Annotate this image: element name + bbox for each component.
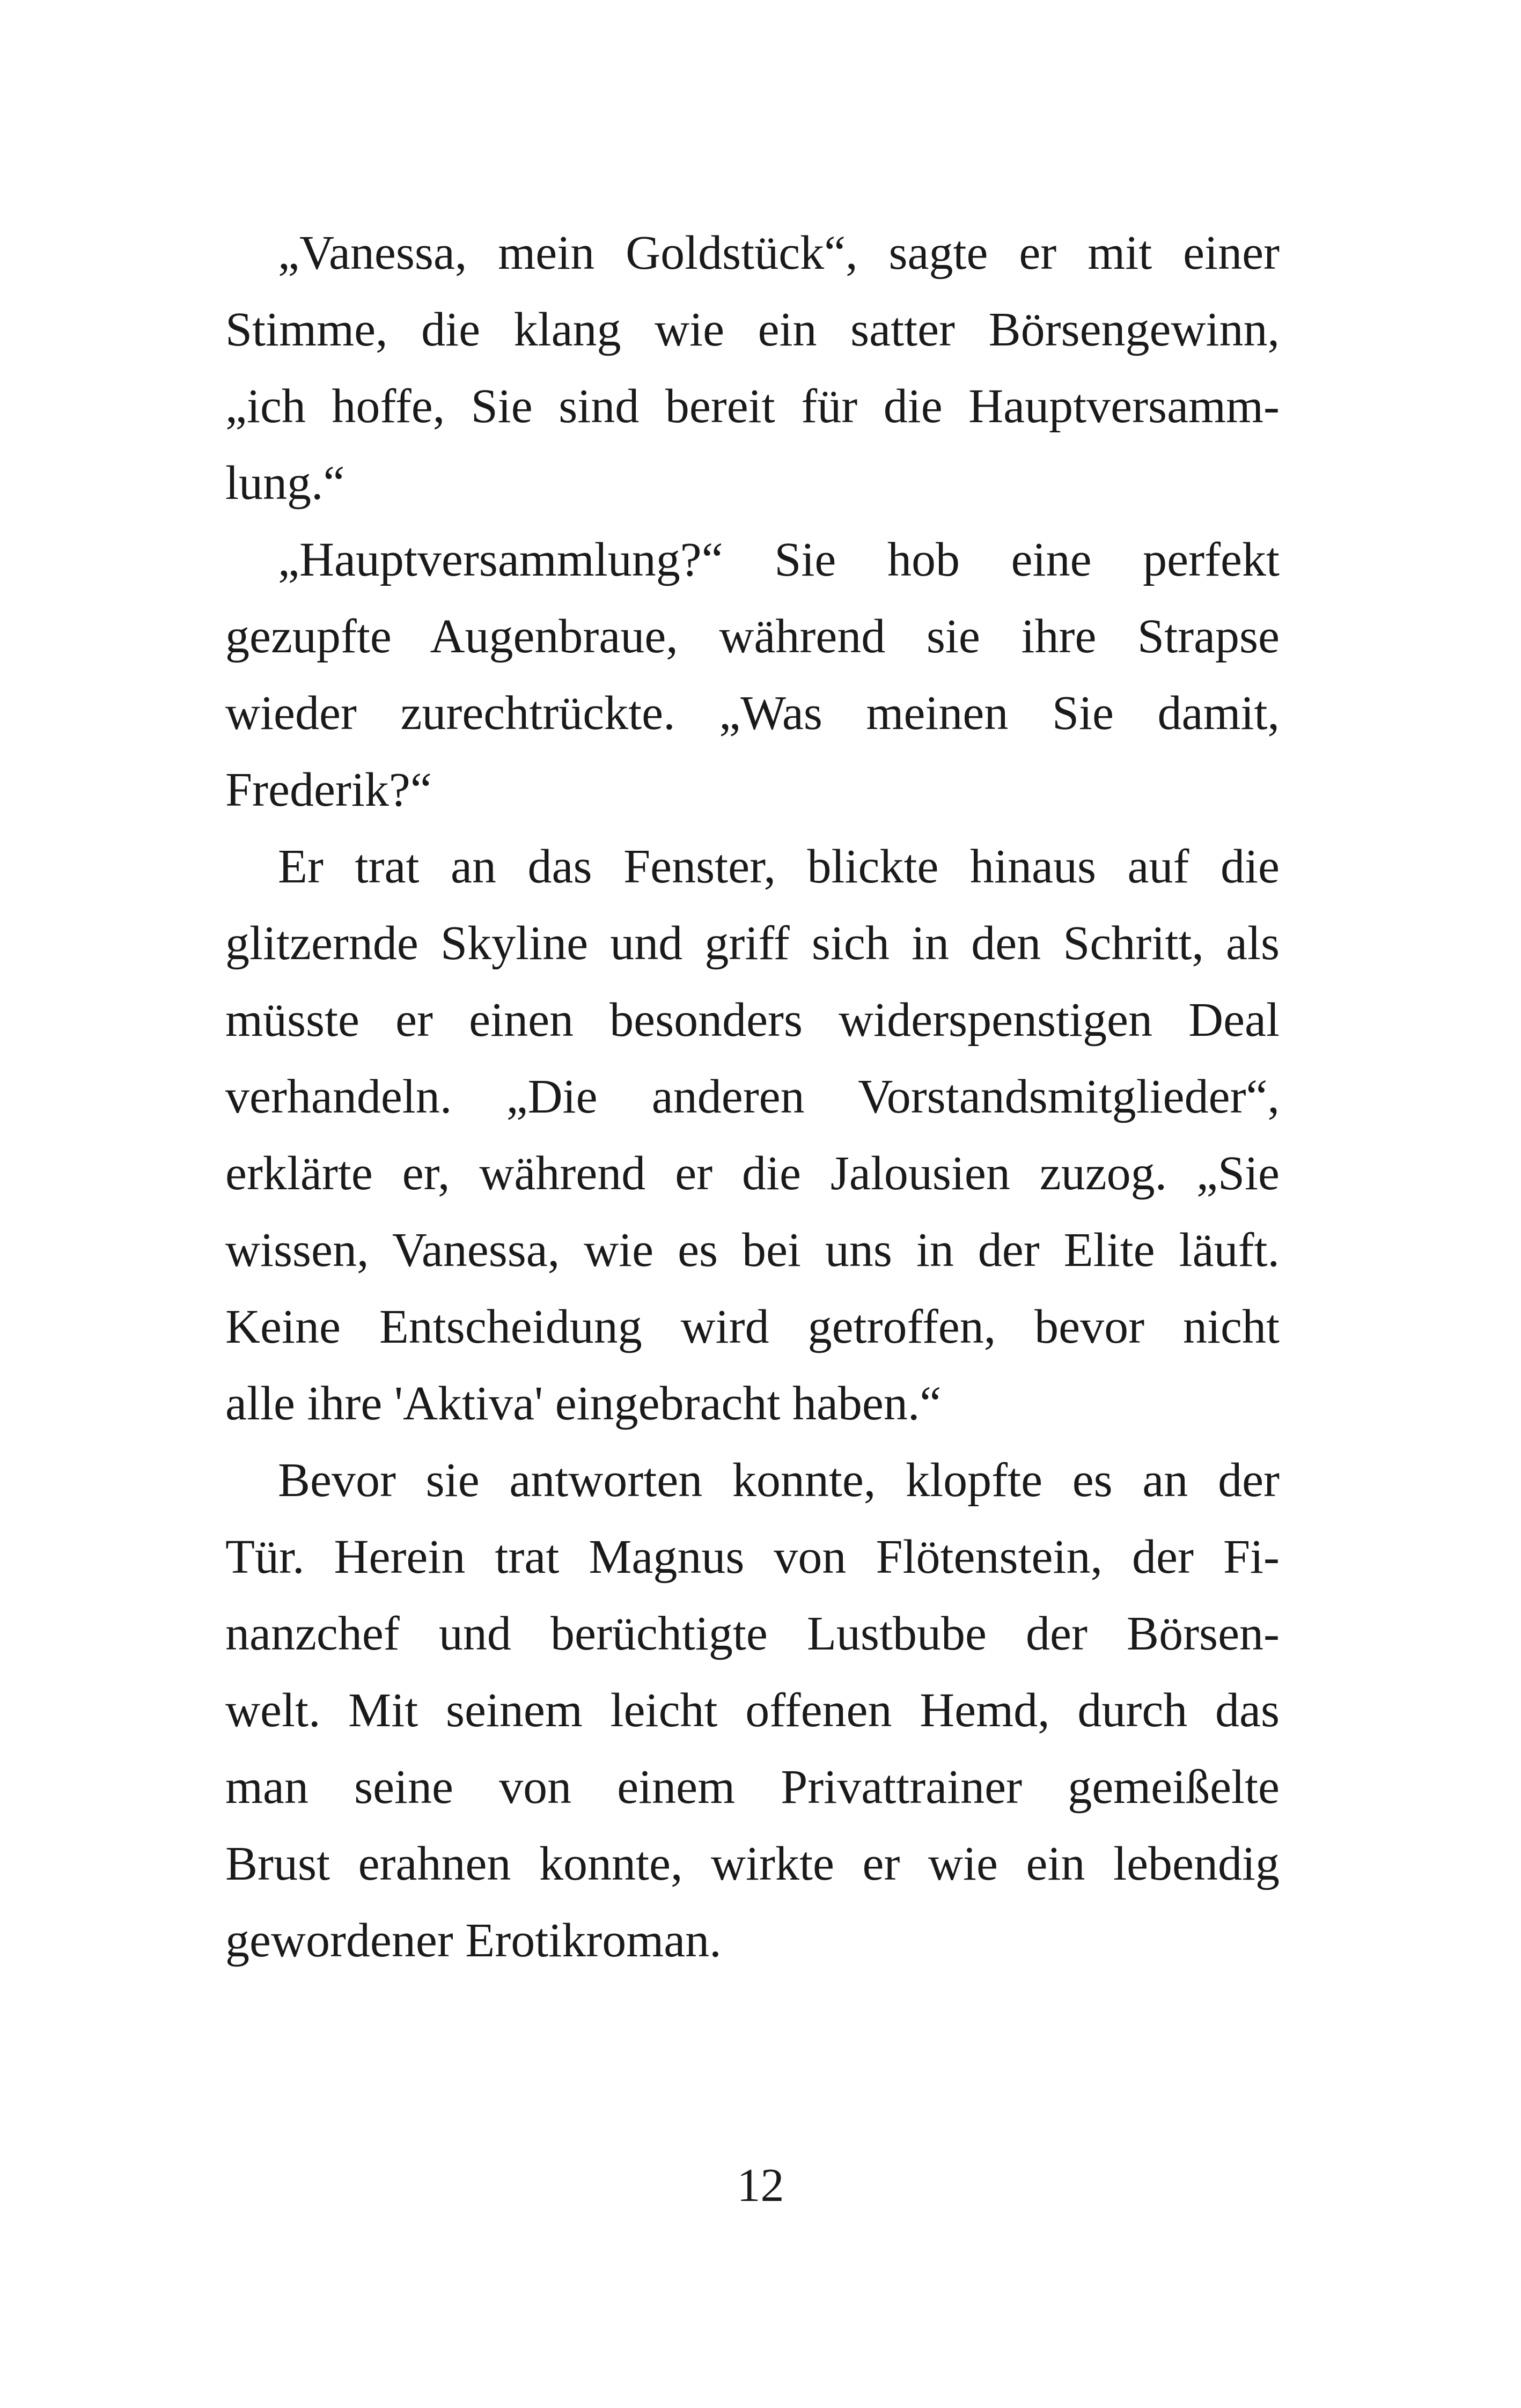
text-line: „Hauptversammlung?“ Sie hob eine perfekt <box>278 533 1280 586</box>
text-line: alle ihre 'Aktiva' eingebracht haben.“ <box>225 1377 942 1430</box>
text-line: nanzchef und berüchtigte Lustbube der Börsen- <box>225 1607 1280 1660</box>
page-number: 12 <box>737 2160 784 2212</box>
text-line: Stimme, die klang wie ein satter Börsengewinn, <box>225 303 1280 356</box>
text-line: Tür. Herein trat Magnus von Flötenstein, der Fi- <box>225 1530 1280 1584</box>
text-line: lung.“ <box>225 456 345 510</box>
text-line: Er trat an das Fenster, blickte hinaus auf die <box>278 840 1280 893</box>
text-line: gezupfte Augenbraue, während sie ihre Strapse <box>225 610 1280 663</box>
text-line: gewordener Erotikroman. <box>225 1914 722 1967</box>
text-line: man seine von einem Privattrainer gemeißelte <box>225 1761 1280 1814</box>
text-line: „Vanessa, mein Goldstück“, sagte er mit einer <box>278 226 1280 279</box>
text-line: verhandeln. „Die anderen Vorstandsmitglieder“, <box>225 1070 1280 1123</box>
text-line: Keine Entscheidung wird getroffen, bevor nicht <box>225 1300 1280 1353</box>
text-line: Frederik?“ <box>225 763 432 816</box>
text-line: müsste er einen besonders widerspenstigen Deal <box>225 993 1280 1047</box>
text-line: erklärte er, während er die Jalousien zuzog. „Sie <box>225 1147 1280 1200</box>
body-text <box>225 215 1280 1979</box>
text-line: glitzernde Skyline und griff sich in den Schritt, als <box>225 917 1280 970</box>
text-line: Bevor sie antworten konnte, klopfte es an der <box>278 1454 1280 1507</box>
text-line: welt. Mit seinem leicht offenen Hemd, durch das <box>225 1684 1280 1737</box>
text-line: wissen, Vanessa, wie es bei uns in der Elite läuft. <box>225 1224 1280 1277</box>
text-line: wieder zurechtrückte. „Was meinen Sie damit, <box>225 687 1280 740</box>
text-line: „ich hoffe, Sie sind bereit für die Hauptversamm- <box>225 380 1280 433</box>
text-line: Brust erahnen konnte, wirkte er wie ein lebendig <box>225 1837 1280 1890</box>
